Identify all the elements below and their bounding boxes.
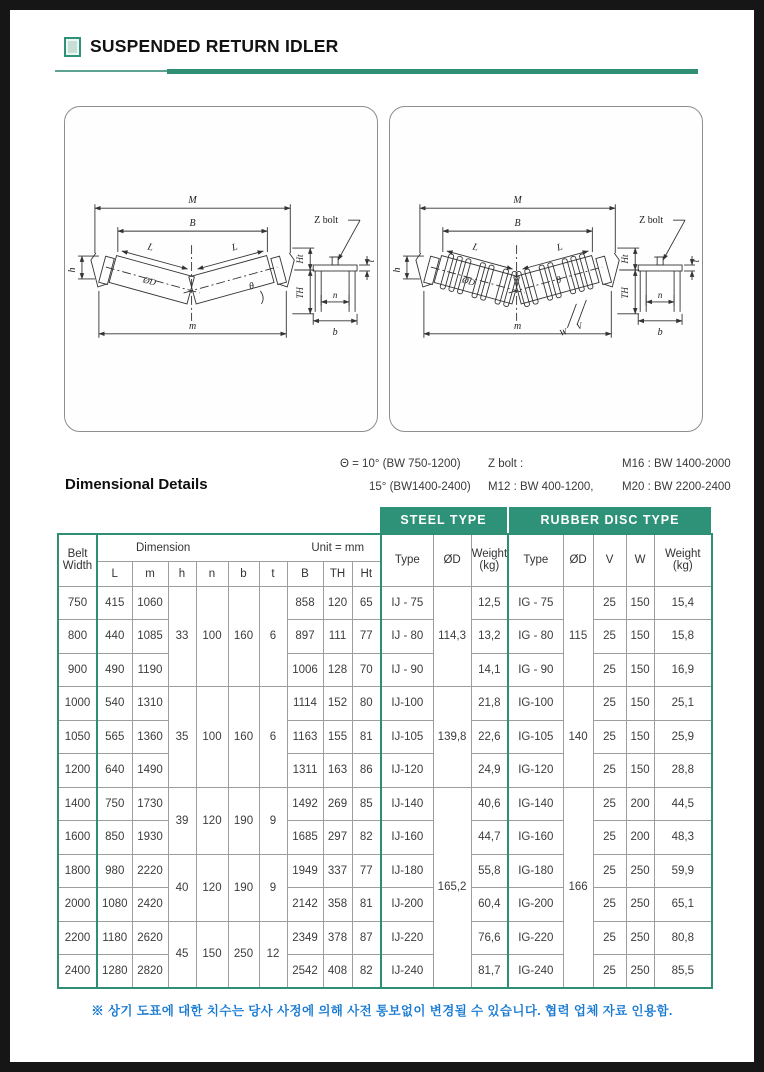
dim-n-cell: 100 (196, 586, 228, 687)
table-row (58, 955, 712, 989)
dim-b-cell: 250 (228, 921, 259, 988)
table-row (58, 888, 712, 922)
type-banners (380, 507, 713, 533)
dim-B-cell: 1311 (287, 754, 323, 788)
dim-b-cell: 190 (228, 854, 259, 921)
dim-label-L-right: L (230, 241, 239, 254)
w-cell: 200 (626, 821, 654, 855)
rubber-weight-cell: 25,1 (654, 687, 712, 721)
steel-weight-cell: 14,1 (471, 653, 508, 687)
dim-m-cell: 1490 (132, 754, 168, 788)
dim-m-cell: 1360 (132, 720, 168, 754)
steel-return-idler-diagram (65, 107, 377, 431)
steel-type-cell: IJ-180 (381, 854, 433, 888)
zbolt-m16: M16 : BW 1400-2000 (622, 458, 731, 470)
dim-m-cell: 2220 (132, 854, 168, 888)
table-row (58, 653, 712, 687)
dim-t-cell: 9 (259, 787, 287, 854)
rubber-type-cell: IG-240 (508, 955, 563, 989)
dim-label-Ht: Ht (620, 254, 631, 264)
belt-width-cell: 1800 (58, 854, 97, 888)
steel-type-cell: IJ - 80 (381, 620, 433, 654)
zbolt-label: Z bolt (314, 215, 339, 227)
rubber-weight-cell: 16,9 (654, 653, 712, 687)
dimension-label: Dimension (136, 541, 191, 554)
footnote: ※ 상기 도표에 대한 치수는 당사 사정에 의해 사전 통보없이 변경될 수 있습니다. 협력 업체 자료 인용함. (91, 1004, 673, 1018)
w-cell: 250 (626, 854, 654, 888)
v-cell: 25 (593, 888, 626, 922)
zbolt-label: Z bolt (639, 215, 664, 227)
table-row (58, 586, 712, 620)
dim-n-cell: 150 (196, 921, 228, 988)
unit-note: Unit = mm (311, 541, 365, 554)
table-row (58, 687, 712, 721)
v-cell: 25 (593, 620, 626, 654)
v-cell: 25 (593, 821, 626, 855)
dim-col-m: m (132, 561, 168, 586)
dim-TH-cell: 120 (323, 586, 352, 620)
dim-label-TH: TH (295, 287, 306, 299)
dim-col-B: B (287, 561, 323, 586)
rubber-od-cell: 115 (563, 586, 593, 687)
rubber-weight-cell: 15,4 (654, 586, 712, 620)
dim-B-cell: 2349 (287, 921, 323, 955)
w-cell: 200 (626, 787, 654, 821)
dim-Ht-cell: 81 (352, 888, 381, 922)
v-cell: 25 (593, 754, 626, 788)
zbolt-m12: M12 : BW 400-1200, (488, 481, 594, 493)
dim-h-cell: 33 (168, 586, 196, 687)
dim-Ht-cell: 77 (352, 854, 381, 888)
rubber-od-col-header: ØD (563, 534, 593, 586)
dim-m-cell: 1930 (132, 821, 168, 855)
dimensional-table-area (57, 507, 713, 989)
zbolt-notes-right (622, 453, 734, 499)
steel-weight-cell: 22,6 (471, 720, 508, 754)
dim-label-L-left: L (471, 241, 480, 254)
belt-width-cell: 900 (58, 653, 97, 687)
steel-type-cell: IJ-240 (381, 955, 433, 989)
dim-Ht-cell: 80 (352, 687, 381, 721)
steel-type-cell: IJ-140 (381, 787, 433, 821)
dim-t-cell: 12 (259, 921, 287, 988)
dim-t-cell: 6 (259, 586, 287, 687)
steel-type-cell: IJ-200 (381, 888, 433, 922)
dim-B-cell: 2142 (287, 888, 323, 922)
dimensional-details-heading: Dimensional Details (65, 476, 208, 493)
dim-b-cell: 160 (228, 586, 259, 687)
dim-L-cell: 1080 (97, 888, 132, 922)
table-row (58, 754, 712, 788)
dim-Ht-cell: 70 (352, 653, 381, 687)
dim-B-cell: 2542 (287, 955, 323, 989)
dim-B-cell: 858 (287, 586, 323, 620)
rubber-weight-cell: 44,5 (654, 787, 712, 821)
dim-label-b: b (332, 326, 338, 338)
steel-type-cell: IJ-160 (381, 821, 433, 855)
v-cell: 25 (593, 921, 626, 955)
dim-B-cell: 897 (287, 620, 323, 654)
dim-n-cell: 100 (196, 687, 228, 788)
rubber-type-cell: IG-160 (508, 821, 563, 855)
dim-Ht-cell: 65 (352, 586, 381, 620)
steel-type-col-header: Type (381, 534, 433, 586)
dim-B-cell: 1006 (287, 653, 323, 687)
dim-TH-cell: 128 (323, 653, 352, 687)
dim-label-t: t (366, 259, 377, 263)
dim-m-cell: 2820 (132, 955, 168, 989)
rubber-weight-col-header: Weight (kg) (654, 534, 712, 586)
title-rule (55, 69, 698, 75)
belt-width-header: Belt Width (58, 534, 97, 586)
spec-notes (340, 453, 734, 499)
dim-label-TH: TH (620, 287, 631, 299)
dim-Ht-cell: 81 (352, 720, 381, 754)
belt-width-cell: 2200 (58, 921, 97, 955)
table-row (58, 720, 712, 754)
zbolt-notes-left (488, 453, 616, 499)
w-cell: 150 (626, 586, 654, 620)
w-cell: 150 (626, 720, 654, 754)
rubber-type-cell: IG - 75 (508, 586, 563, 620)
steel-weight-cell: 44,7 (471, 821, 508, 855)
rubber-type-cell: IG-200 (508, 888, 563, 922)
v-cell: 25 (593, 687, 626, 721)
rubber-weight-cell: 25,9 (654, 720, 712, 754)
dim-label-V: V (575, 320, 584, 332)
dim-B-cell: 1949 (287, 854, 323, 888)
section-marker-icon (64, 37, 81, 57)
dim-L-cell: 415 (97, 586, 132, 620)
steel-type-cell: IJ-120 (381, 754, 433, 788)
dim-B-cell: 1685 (287, 821, 323, 855)
dim-col-L: L (97, 561, 132, 586)
steel-od-cell: 165,2 (433, 787, 471, 988)
dim-Ht-cell: 77 (352, 620, 381, 654)
dim-label-theta: θ (554, 274, 563, 287)
dim-col-b: b (228, 561, 259, 586)
rubber-type-cell: IG - 80 (508, 620, 563, 654)
dim-h-cell: 45 (168, 921, 196, 988)
dim-label-theta: θ (247, 280, 256, 293)
rubber-type-cell: IG-180 (508, 854, 563, 888)
rubber-weight-cell: 15,8 (654, 620, 712, 654)
dim-h-cell: 39 (168, 787, 196, 854)
steel-od-col-header: ØD (433, 534, 471, 586)
dim-col-h: h (168, 561, 196, 586)
theta-note-2: 15° (BW1400-2400) (369, 481, 471, 493)
v-cell: 25 (593, 653, 626, 687)
dim-label-M: M (513, 195, 522, 207)
dim-t-cell: 6 (259, 687, 287, 788)
dim-label-L-right: L (555, 241, 564, 254)
dim-TH-cell: 111 (323, 620, 352, 654)
table-row (58, 921, 712, 955)
dim-m-cell: 1310 (132, 687, 168, 721)
steel-weight-cell: 76,6 (471, 921, 508, 955)
table-row (58, 821, 712, 855)
dim-m-cell: 1060 (132, 586, 168, 620)
rubber-disc-type-diagram-panel (389, 106, 703, 432)
theta-notes (340, 453, 482, 499)
dim-m-cell: 2620 (132, 921, 168, 955)
dim-Ht-cell: 82 (352, 955, 381, 989)
dim-col-Ht: Ht (352, 561, 381, 586)
dim-h-cell: 35 (168, 687, 196, 788)
w-cell: 150 (626, 620, 654, 654)
dim-L-cell: 490 (97, 653, 132, 687)
dim-L-cell: 1280 (97, 955, 132, 989)
dim-Ht-cell: 87 (352, 921, 381, 955)
table-row (58, 854, 712, 888)
dim-TH-cell: 163 (323, 754, 352, 788)
dim-label-W: W (558, 325, 569, 338)
table-row (58, 620, 712, 654)
w-cell: 150 (626, 754, 654, 788)
w-cell: 250 (626, 921, 654, 955)
dim-TH-cell: 269 (323, 787, 352, 821)
dim-L-cell: 440 (97, 620, 132, 654)
dim-label-Ht: Ht (295, 254, 306, 264)
dim-B-cell: 1492 (287, 787, 323, 821)
dim-label-m: m (188, 320, 197, 332)
v-cell: 25 (593, 787, 626, 821)
steel-weight-col-header: Weight (kg) (471, 534, 508, 586)
dim-label-h: h (391, 267, 403, 273)
v-cell: 25 (593, 955, 626, 989)
rule-thin (55, 70, 173, 72)
dim-m-cell: 1730 (132, 787, 168, 821)
dim-label-L-left: L (146, 241, 155, 254)
steel-weight-cell: 40,6 (471, 787, 508, 821)
rubber-weight-cell: 85,5 (654, 955, 712, 989)
steel-weight-cell: 21,8 (471, 687, 508, 721)
page-header (64, 36, 338, 57)
w-col-header: W (626, 534, 654, 586)
rubber-weight-cell: 28,8 (654, 754, 712, 788)
rubber-weight-cell: 59,9 (654, 854, 712, 888)
dim-m-cell: 1190 (132, 653, 168, 687)
v-cell: 25 (593, 854, 626, 888)
rubber-type-cell: IG-100 (508, 687, 563, 721)
v-col-header: V (593, 534, 626, 586)
dim-L-cell: 750 (97, 787, 132, 821)
dim-label-OD: ØD (141, 274, 158, 288)
rubber-type-cell: IG-140 (508, 787, 563, 821)
dim-label-M: M (188, 195, 197, 207)
dim-label-OD: ØD (460, 274, 477, 288)
dim-Ht-cell: 86 (352, 754, 381, 788)
v-cell: 25 (593, 720, 626, 754)
dim-TH-cell: 358 (323, 888, 352, 922)
rubber-disc-type-banner: RUBBER DISC TYPE (507, 507, 711, 533)
steel-type-cell: IJ-220 (381, 921, 433, 955)
dim-m-cell: 1085 (132, 620, 168, 654)
dim-TH-cell: 297 (323, 821, 352, 855)
rubber-type-cell: IG - 90 (508, 653, 563, 687)
zbolt-m20: M20 : BW 2200-2400 (622, 481, 731, 493)
belt-width-cell: 750 (58, 586, 97, 620)
steel-weight-cell: 13,2 (471, 620, 508, 654)
steel-type-cell: IJ - 75 (381, 586, 433, 620)
dim-Ht-cell: 82 (352, 821, 381, 855)
dim-label-n: n (332, 289, 338, 300)
dim-L-cell: 850 (97, 821, 132, 855)
belt-width-cell: 2400 (58, 955, 97, 989)
dim-col-n: n (196, 561, 228, 586)
steel-weight-cell: 55,8 (471, 854, 508, 888)
catalog-page (10, 10, 754, 1062)
dim-L-cell: 540 (97, 687, 132, 721)
dim-TH-cell: 378 (323, 921, 352, 955)
dim-t-cell: 9 (259, 854, 287, 921)
dim-b-cell: 190 (228, 787, 259, 854)
page-title: SUSPENDED RETURN IDLER (90, 36, 339, 56)
rubber-od-cell: 166 (563, 787, 593, 988)
rubber-weight-cell: 48,3 (654, 821, 712, 855)
w-cell: 250 (626, 955, 654, 989)
table-row (58, 787, 712, 821)
dim-L-cell: 565 (97, 720, 132, 754)
dim-label-b: b (657, 326, 663, 338)
dim-col-TH: TH (323, 561, 352, 586)
rubber-weight-cell: 80,8 (654, 921, 712, 955)
dim-TH-cell: 155 (323, 720, 352, 754)
dim-n-cell: 120 (196, 787, 228, 854)
dim-label-m: m (513, 320, 522, 332)
steel-type-cell: IJ-105 (381, 720, 433, 754)
rubber-type-col-header: Type (508, 534, 563, 586)
dim-b-cell: 160 (228, 687, 259, 788)
steel-weight-cell: 81,7 (471, 955, 508, 989)
dim-L-cell: 980 (97, 854, 132, 888)
dim-L-cell: 1180 (97, 921, 132, 955)
w-cell: 150 (626, 653, 654, 687)
rubber-disc-return-idler-diagram (390, 107, 702, 431)
dim-TH-cell: 408 (323, 955, 352, 989)
dim-label-n: n (657, 289, 663, 300)
dim-col-t: t (259, 561, 287, 586)
v-cell: 25 (593, 586, 626, 620)
rubber-od-cell: 140 (563, 687, 593, 788)
w-cell: 150 (626, 687, 654, 721)
steel-type-cell: IJ-100 (381, 687, 433, 721)
w-cell: 250 (626, 888, 654, 922)
steel-od-cell: 139,8 (433, 687, 471, 788)
belt-width-cell: 1400 (58, 787, 97, 821)
rubber-type-cell: IG-220 (508, 921, 563, 955)
steel-type-diagram-panel (64, 106, 378, 432)
dim-B-cell: 1163 (287, 720, 323, 754)
dim-TH-cell: 337 (323, 854, 352, 888)
steel-weight-cell: 24,9 (471, 754, 508, 788)
rule-thick (167, 69, 698, 74)
steel-od-cell: 114,3 (433, 586, 471, 687)
dim-TH-cell: 152 (323, 687, 352, 721)
belt-width-cell: 1200 (58, 754, 97, 788)
belt-width-cell: 2000 (58, 888, 97, 922)
dim-m-cell: 2420 (132, 888, 168, 922)
rubber-weight-cell: 65,1 (654, 888, 712, 922)
dim-B-cell: 1114 (287, 687, 323, 721)
rubber-type-cell: IG-105 (508, 720, 563, 754)
dim-Ht-cell: 85 (352, 787, 381, 821)
steel-type-banner: STEEL TYPE (380, 507, 507, 533)
belt-width-cell: 1600 (58, 821, 97, 855)
dim-h-cell: 40 (168, 854, 196, 921)
belt-width-cell: 1050 (58, 720, 97, 754)
belt-width-cell: 800 (58, 620, 97, 654)
dim-label-t: t (691, 259, 702, 263)
rubber-type-cell: IG-120 (508, 754, 563, 788)
dim-label-B: B (189, 218, 196, 230)
steel-weight-cell: 12,5 (471, 586, 508, 620)
zbolt-heading: Z bolt : (488, 458, 524, 470)
steel-weight-cell: 60,4 (471, 888, 508, 922)
dim-n-cell: 120 (196, 854, 228, 921)
dim-label-h: h (66, 267, 78, 273)
steel-type-cell: IJ - 90 (381, 653, 433, 687)
dimensional-details-table (57, 533, 713, 989)
diagram-panels (64, 106, 703, 432)
belt-width-cell: 1000 (58, 687, 97, 721)
dim-L-cell: 640 (97, 754, 132, 788)
dimension-header (97, 534, 381, 561)
dim-label-B: B (514, 218, 521, 230)
theta-note-1: Θ = 10° (BW 750-1200) (340, 458, 461, 470)
